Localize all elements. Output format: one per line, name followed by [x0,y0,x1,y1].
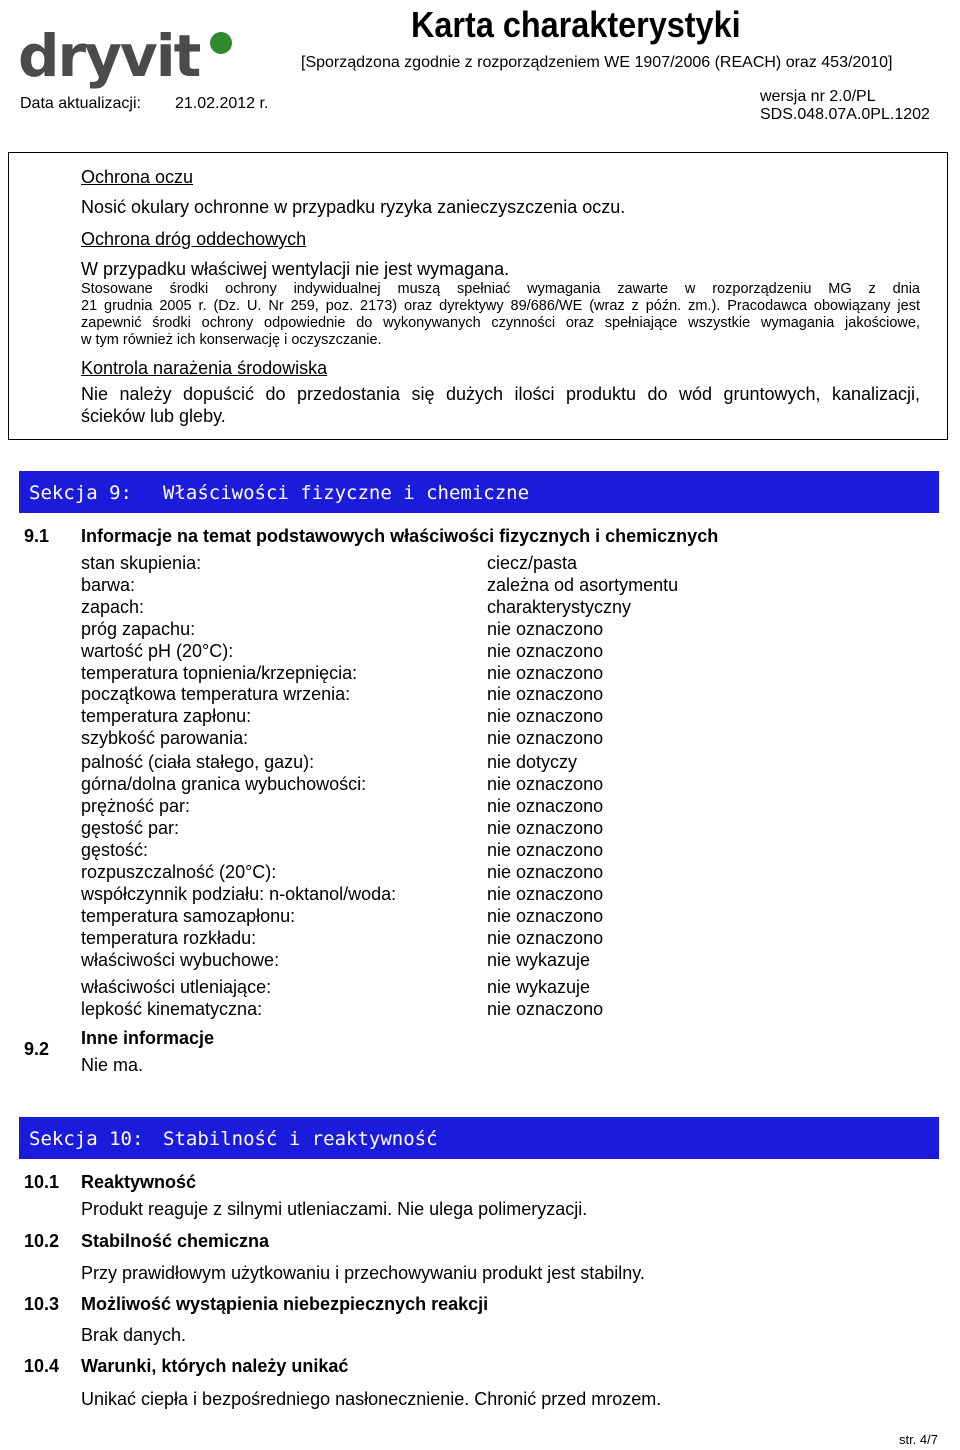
environment-control-heading: Kontrola narażenia środowiska [81,358,328,378]
property-name: gęstość par: [81,818,180,838]
document-code: SDS.048.07A.0PL.1202 [760,106,930,123]
update-date-label: Data aktualizacji: [20,95,141,112]
property-value: nie oznaczono [487,928,604,948]
subsection-text: Unikać ciepła i bezpośredniego nasłonecznienie. Chronić przed mrozem. [81,1389,662,1409]
other-info-text: Nie ma. [81,1055,144,1075]
property-name: górna/dolna granica wybuchowości: [81,774,367,794]
property-name: szybkość parowania: [81,728,249,748]
eye-protection-text: Nosić okulary ochronne w przypadku ryzyka zanieczyszczenia oczu. [81,197,626,217]
property-name: palność (ciała stałego, gazu): [81,752,315,772]
section10-label: Sekcja 10: [29,1128,144,1150]
property-name: zapach: [81,597,145,617]
subsection-title: Informacje na temat podstawowych właściwości fizycznych i chemicznych [81,526,719,546]
property-value: nie oznaczono [487,906,604,926]
property-name: temperatura rozkładu: [81,928,257,948]
property-value: nie oznaczono [487,796,604,816]
property-name: właściwości wybuchowe: [81,950,280,970]
property-name: prężność par: [81,796,191,816]
subsection-text: Produkt reaguje z silnymi utleniaczami. Nie ulega polimeryzacji. [81,1199,588,1219]
property-value: nie oznaczono [487,862,604,882]
subsection-number: 9.1 [24,526,50,546]
property-value: zależna od asortymentu [487,575,679,595]
regulation-text-line: zapewnić środki ochrony odpowiednie do wykonywanych czynności oraz spełniające wszystkie wymagania jakościowe, [81,315,920,331]
property-name: rozpuszczalność (20°C): [81,862,277,882]
environment-control-text-line: ścieków lub gleby. [81,406,226,426]
subsection-title: Inne informacje [81,1028,215,1048]
section9-title: Właściwości fizyczne i chemiczne [163,482,530,504]
regulation-text-line: 21 grudnia 2005 r. (Dz. U. Nr 259, poz. 2173) oraz dyrektywy 89/686/WE (wraz z późn. zm.). Pracodawca obowiązany jest [81,298,920,314]
property-value: nie wykazuje [487,950,591,970]
subsection-number: 10.3 [24,1294,60,1314]
page-number: str. 4/7 [898,1432,938,1447]
regulation-text-line: Stosowane środki ochrony indywidualnej muszą spełniać wymagania zawarte w rozporządzeniu MG z dnia [81,281,920,297]
property-name: temperatura zapłonu: [81,706,252,726]
document-title: Karta charakterystyki [411,4,741,45]
property-name: stan skupienia: [81,553,202,573]
eye-protection-heading: Ochrona oczu [81,167,194,187]
document-subtitle: [Sporządzona zgodnie z rozporządzeniem WE 1907/2006 (REACH) oraz 453/2010] [301,54,893,71]
logo-text: dryvit [18,22,200,90]
property-value: nie oznaczono [487,706,604,726]
subsection-title: Reaktywność [81,1172,197,1192]
property-value: nie oznaczono [487,840,604,860]
property-name: właściwości utleniające: [81,977,272,997]
property-name: temperatura samozapłonu: [81,906,296,926]
property-name: próg zapachu: [81,619,196,639]
subsection-title: Warunki, których należy unikać [81,1356,349,1376]
property-name: współczynnik podziału: n-oktanol/woda: [81,884,397,904]
property-name: gęstość: [81,840,149,860]
regulation-text-line: w tym również ich konserwację i oczyszczanie. [81,332,382,348]
subsection-title: Możliwość wystąpienia niebezpiecznych reakcji [81,1294,489,1314]
section10-title: Stabilność i reaktywność [163,1128,438,1150]
dryvit-logo [18,14,248,90]
property-name: wartość pH (20°C): [81,641,234,661]
property-value: ciecz/pasta [487,553,578,573]
subsection-text: Brak danych. [81,1325,187,1345]
subsection-number: 10.4 [24,1356,60,1376]
respiratory-protection-heading: Ochrona dróg oddechowych [81,229,307,249]
property-value: nie oznaczono [487,774,604,794]
property-value: nie oznaczono [487,619,604,639]
property-name: temperatura topnienia/krzepnięcia: [81,663,358,683]
property-name: początkowa temperatura wrzenia: [81,684,351,704]
property-value: nie oznaczono [487,684,604,704]
property-value: nie oznaczono [487,999,604,1019]
property-value: nie oznaczono [487,818,604,838]
update-date-value: 21.02.2012 r. [175,95,269,112]
subsection-text: Przy prawidłowym użytkowaniu i przechowywaniu produkt jest stabilny. [81,1263,645,1283]
property-value: nie oznaczono [487,641,604,661]
property-name: lepkość kinematyczna: [81,999,263,1019]
environment-control-text-line: Nie należy dopuścić do przedostania się dużych ilości produktu do wód gruntowych, kanalizacji, [81,384,920,404]
property-value: charakterystyczny [487,597,632,617]
property-value: nie oznaczono [487,884,604,904]
logo-mark-icon [210,32,232,54]
version-label: wersja nr 2.0/PL [760,88,876,105]
property-value: nie oznaczono [487,663,604,683]
subsection-number: 10.1 [24,1172,60,1192]
section9-header-bar [19,471,939,513]
property-value: nie wykazuje [487,977,591,997]
subsection-number: 9.2 [24,1039,50,1059]
section9-label: Sekcja 9: [29,482,132,504]
subsection-number: 10.2 [24,1231,60,1251]
property-value: nie oznaczono [487,728,604,748]
respiratory-protection-text: W przypadku właściwej wentylacji nie jest wymagana. [81,259,510,279]
property-name: barwa: [81,575,136,595]
subsection-title: Stabilność chemiczna [81,1231,270,1251]
section10-header-bar [19,1117,939,1159]
property-value: nie dotyczy [487,752,578,772]
